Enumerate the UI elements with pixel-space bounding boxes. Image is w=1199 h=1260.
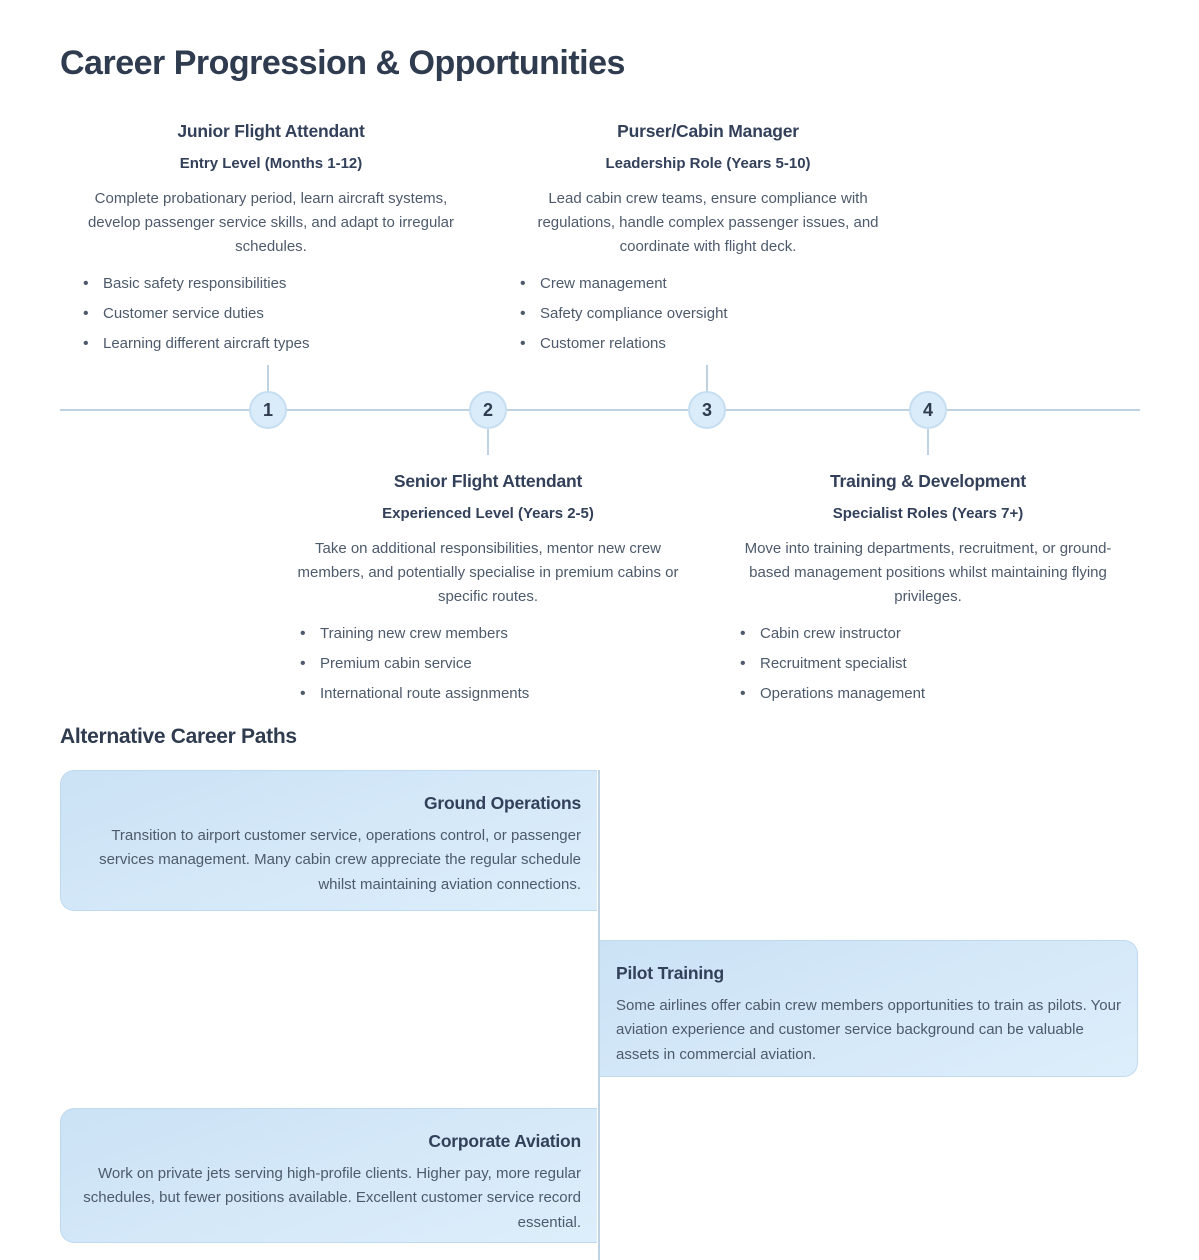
node-number: 3 xyxy=(701,399,712,420)
card-corporate-aviation xyxy=(60,1108,597,1243)
node-number: 2 xyxy=(482,399,493,420)
card-description: Work on private jets serving high-profile clients. Higher pay, more regular schedules, but fewer positions available. Excellent customer service record essential. xyxy=(83,1165,581,1231)
bullet-item: • Crew management xyxy=(520,275,908,294)
stage-training-development xyxy=(728,471,1128,714)
bullet-item: • Premium cabin service xyxy=(300,655,688,674)
node-number: 1 xyxy=(262,399,273,420)
stage-bullet-list xyxy=(288,625,688,703)
bullet-item: • Customer service duties xyxy=(83,305,471,324)
timeline-node-1 xyxy=(249,391,287,429)
timeline-connector-1 xyxy=(267,365,269,392)
timeline-node-4 xyxy=(909,391,947,429)
stage-description: Lead cabin crew teams, ensure compliance with regulations, handle complex passenger issues, and coordinate with flight deck. xyxy=(537,190,879,255)
page-title: Career Progression & Opportunities xyxy=(60,44,625,82)
alternative-paths-heading: Alternative Career Paths xyxy=(60,725,297,748)
stage-subtitle: Experienced Level (Years 2-5) xyxy=(382,505,594,522)
bullet-item: • Basic safety responsibilities xyxy=(83,275,471,294)
stage-description: Move into training departments, recruitment, or ground-based management positions whilst maintaining flying privileges. xyxy=(744,540,1112,605)
bullet-item: • Cabin crew instructor xyxy=(740,625,1128,644)
stage-purser-cabin-manager xyxy=(508,121,908,364)
node-number: 4 xyxy=(922,399,933,420)
stage-senior-flight-attendant xyxy=(288,471,688,714)
timeline-node-2 xyxy=(469,391,507,429)
stage-title: Senior Flight Attendant xyxy=(393,471,583,491)
card-title: Pilot Training xyxy=(616,963,725,983)
bullet-item: • International route assignments xyxy=(300,685,688,704)
bullet-item: • Operations management xyxy=(740,685,1128,704)
stage-subtitle: Entry Level (Months 1-12) xyxy=(179,155,363,172)
stage-title: Training & Development xyxy=(830,471,1026,491)
card-title: Ground Operations xyxy=(423,793,581,813)
stage-bullet-list xyxy=(728,625,1128,703)
stage-junior-flight-attendant xyxy=(71,121,471,364)
stage-title: Purser/Cabin Manager xyxy=(617,121,799,141)
stage-bullet-list xyxy=(508,275,908,353)
timeline-axis xyxy=(60,409,1140,411)
card-description: Some airlines offer cabin crew members opportunities to train as pilots. Your aviation experience and customer service background can be valuable assets in commercial aviation. xyxy=(616,997,1121,1063)
card-description: Transition to airport customer service, operations control, or passenger services management. Many cabin crew appreciate the regular schedule whilst maintaining aviation connections. xyxy=(99,827,581,893)
bullet-item: • Recruitment specialist xyxy=(740,655,1128,674)
bullet-item: • Learning different aircraft types xyxy=(83,335,471,354)
timeline-connector-3 xyxy=(706,365,708,392)
timeline-connector-4 xyxy=(927,428,929,455)
bullet-item: • Training new crew members xyxy=(300,625,688,644)
bullet-item: • Customer relations xyxy=(520,335,908,354)
stage-subtitle: Leadership Role (Years 5-10) xyxy=(605,155,811,172)
stage-subtitle: Specialist Roles (Years 7+) xyxy=(832,505,1024,522)
bullet-item: • Safety compliance oversight xyxy=(520,305,908,324)
timeline-node-3 xyxy=(688,391,726,429)
stage-description: Take on additional responsibilities, mentor new crew members, and potentially specialise in premium cabins or specific routes. xyxy=(297,540,679,605)
timeline-connector-2 xyxy=(487,428,489,455)
card-ground-operations xyxy=(60,770,597,911)
card-pilot-training xyxy=(600,940,1138,1077)
card-title: Corporate Aviation xyxy=(428,1131,581,1151)
stage-title: Junior Flight Attendant xyxy=(177,121,365,141)
stage-bullet-list xyxy=(71,275,471,353)
stage-description: Complete probationary period, learn aircraft systems, develop passenger service skills, and adapt to irregular schedules. xyxy=(87,190,455,255)
